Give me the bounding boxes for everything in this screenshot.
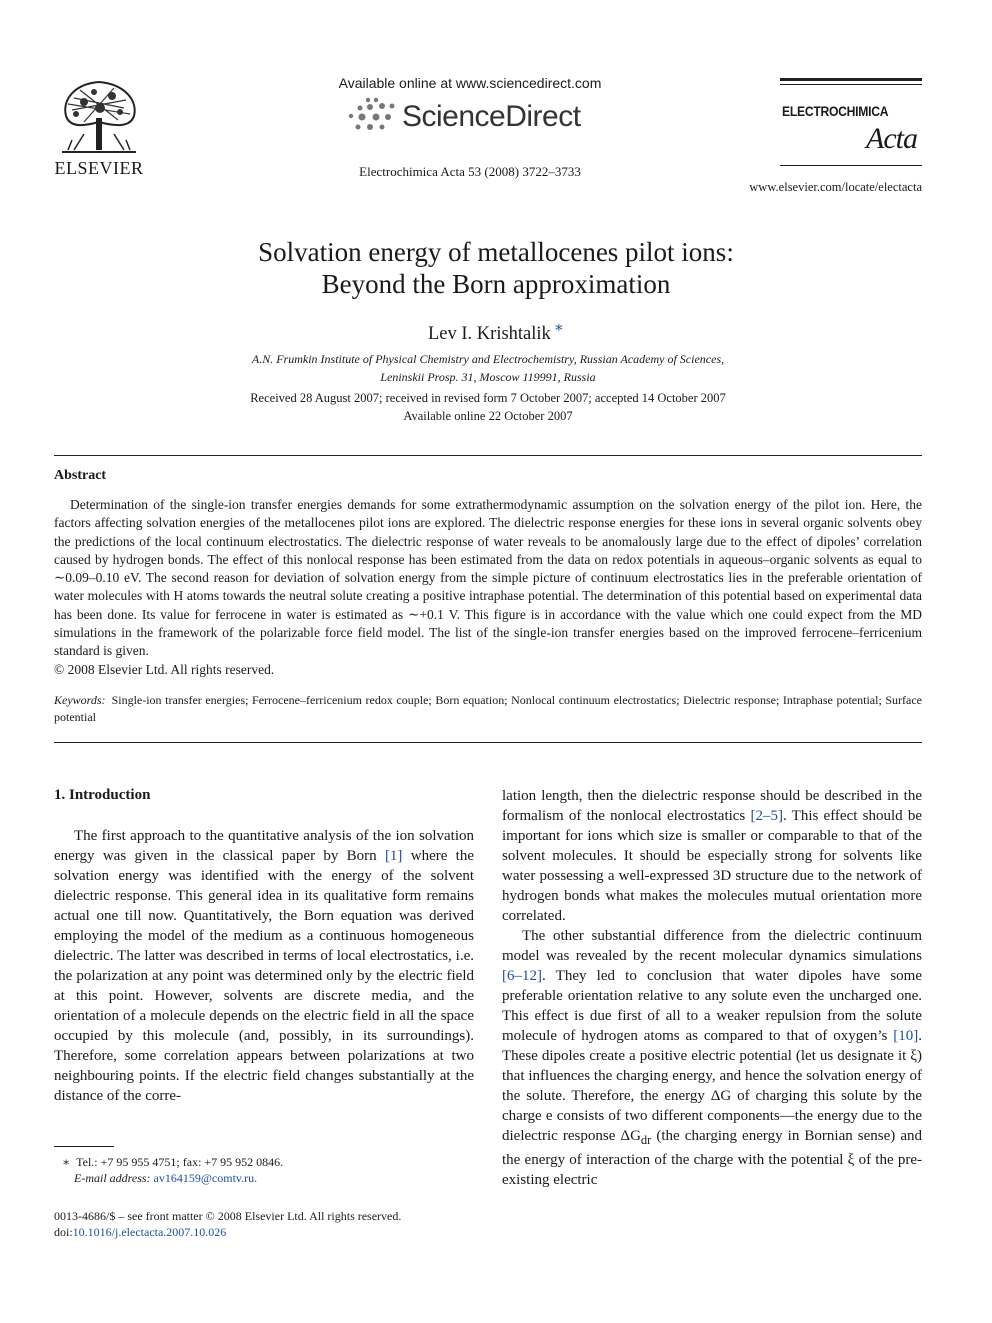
title-line: Solvation energy of metallocenes pilot ions: xyxy=(258,237,734,267)
citation-link[interactable]: [6–12] xyxy=(502,968,542,984)
journal-name: ELECTROCHIMICA xyxy=(782,104,889,119)
column-right xyxy=(502,786,922,1190)
sciencedirect-dots-icon xyxy=(346,96,398,136)
journal-rule xyxy=(780,84,922,85)
journal-url[interactable]: www.elsevier.com/locate/electacta xyxy=(749,180,922,194)
email-link[interactable]: av164159@comtv.ru. xyxy=(153,1171,258,1185)
issn-line: 0013-4686/$ – see front matter © 2008 Elsevier Ltd. All rights reserved. xyxy=(54,1209,402,1223)
citation-link[interactable]: [10] xyxy=(893,1028,919,1044)
paragraph xyxy=(54,826,474,1106)
column-left xyxy=(54,826,474,1106)
article-dates xyxy=(150,389,826,425)
text-run: (the charging energy in Bornian sense) and the energy of interaction of the charge with the potential ξ of the pre-existing electric xyxy=(502,1128,923,1188)
text-run: . They led to conclusion that water dipoles have some preferable orientation relative to any solute even the uncharged one. This effect is due first of all to a weaker repulsion from the solute molecule of hydrogen atoms as compared to that of oxygen’s xyxy=(502,968,922,1044)
text-run: The other substantial difference from the dielectric continuum model was revealed by the recent molecular dynamics simulations xyxy=(502,928,922,964)
author-name: Lev I. Krishtalik xyxy=(428,324,551,345)
abstract-top-rule xyxy=(54,455,922,456)
author-footnote-link[interactable]: ∗ xyxy=(553,320,564,336)
subscript: dr xyxy=(640,1133,652,1147)
bottom-info xyxy=(54,1208,401,1240)
text-run: lation length, then the dielectric response should be described in the formalism of the nonlocal electrostatics xyxy=(502,788,922,824)
abstract-bottom-rule xyxy=(54,742,922,743)
publisher-name: ELSEVIER xyxy=(54,158,144,178)
received-dates: Received 28 August 2007; received in revised form 7 October 2007; accepted 14 October 2007 xyxy=(250,391,726,405)
section-heading-introduction: 1. Introduction xyxy=(54,787,151,803)
paragraph xyxy=(502,786,922,926)
journal-name-acta: Acta xyxy=(866,122,917,155)
footnote-email xyxy=(62,1170,283,1186)
journal-reference: Electrochimica Acta 53 (2008) 3722–3733 xyxy=(359,164,581,179)
keywords xyxy=(54,692,922,726)
text-run: where the solvation energy was identified with the energy of the solvent dielectric response. This general idea in its qualitative form remains actual one till now. Quantitatively, the Born equation was derived employing the model of the medium as a continuous homogeneous dielectric. The latter was described in terms of local electrostatics, i.e. the polarization at any point was determined only by the electric field at this point. However, solvents are discrete media, and the orientation of a molecule depends on the electric field in all the space occupied by this molecule (and, possibly, in its surroundings). Therefore, some correlation appears between polarizations at two neighbouring points. If the electric field changes substantially at the distance of the corre- xyxy=(54,848,474,1104)
footnote-mark: ∗ xyxy=(62,1155,71,1169)
email-label: E-mail address: xyxy=(74,1171,151,1185)
sciencedirect-logo[interactable] xyxy=(346,96,586,136)
text-run: The first approach to the quantitative analysis of the ion solvation energy was given in the classical paper by Born xyxy=(54,828,474,864)
footnote-tel: Tel.: +7 95 955 4751; fax: +7 95 952 0846. xyxy=(76,1155,284,1169)
footnote xyxy=(62,1154,283,1186)
affiliation-line: A.N. Frumkin Institute of Physical Chemistry and Electrochemistry, Russian Academy of Sciences, xyxy=(251,352,725,366)
citation-link[interactable]: [2–5] xyxy=(750,808,783,824)
affiliation xyxy=(150,350,826,386)
article-title xyxy=(0,236,992,300)
doi-link[interactable]: 10.1016/j.electacta.2007.10.026 xyxy=(72,1225,227,1239)
text-run: . This effect should be important for ions which size is smaller or comparable to that of the solvent molecules. It should be especially strong for solvents like water possessing a well-expressed 3D structure due to the network of hydrogen bonds what makes the molecules mutual orientation more correlated. xyxy=(502,808,923,924)
abstract-text: Determination of the single-ion transfer energies demands for some extrathermodynamic assumption on the solvation energy of the pilot ion. Here, the factors affecting solvation energies of the metallocenes pilot ions are explored. The dielectric response energies for these ions in several organic solvents obey the predictions of the local continuum electrostatics. The dielectric response of water reveals to be anomalously large due to the effect of dipoles’ correlation caused by hydrogen bonds. The effect of this nonlocal response has been estimated from the data on redox potentials in aqueous–organic solvents as equal to ∼0.09–0.10 eV. The second reason for deviation of solvation energy from the simple picture of continuum electrostatics lies in the preferable orientation of water molecules with H atoms towards the neutral solute creating a positive intraphase potential. The determination of this potential based on experimental data has been done. Its value for ferrocene in water is estimated as ∼+0.1 V. This figure is in accordance with the value which one could expect from the MD simulations in the framework of the polarizable force field model. The list of the single-ion transfer energies based on the improved ferrocene–ferricenium standard is given. xyxy=(54,497,922,659)
elsevier-logo xyxy=(52,78,146,179)
elsevier-tree-icon xyxy=(54,78,144,160)
online-date: Available online 22 October 2007 xyxy=(403,409,573,423)
author xyxy=(0,318,992,345)
paragraph xyxy=(502,926,922,1190)
sciencedirect-wordmark: ScienceDirect xyxy=(402,100,581,133)
footnote-contact xyxy=(62,1154,283,1170)
title-line: Beyond the Born approximation xyxy=(321,269,671,299)
text-run: . These dipoles create a positive electric potential (let us designate it ξ) that influences the charging energy, and hence the solvation energy of the solute. Therefore, the energy ΔG of charging this solute by the charge e consists of two different components—the energy due to the dielectric response ΔG xyxy=(502,1028,922,1144)
doi-label: doi: xyxy=(54,1225,73,1239)
footnote-rule xyxy=(54,1146,114,1147)
citation-link[interactable]: [1] xyxy=(384,848,403,864)
abstract-heading: Abstract xyxy=(54,468,107,483)
doi-line xyxy=(54,1224,401,1240)
available-online[interactable]: Available online at www.sciencedirect.com xyxy=(338,75,602,91)
keywords-label: Keywords: xyxy=(54,693,106,707)
journal-rule xyxy=(780,78,922,81)
journal-rule xyxy=(780,165,922,166)
abstract-copyright: © 2008 Elsevier Ltd. All rights reserved. xyxy=(54,662,275,677)
affiliation-line: Leninskii Prosp. 31, Moscow 119991, Russia xyxy=(380,370,596,384)
keywords-list: Single-ion transfer energies; Ferrocene–ferricenium redox couple; Born equation; Nonlocal continuum electrostatics; Dielectric response; Intraphase potential; Surface potential xyxy=(54,693,922,724)
